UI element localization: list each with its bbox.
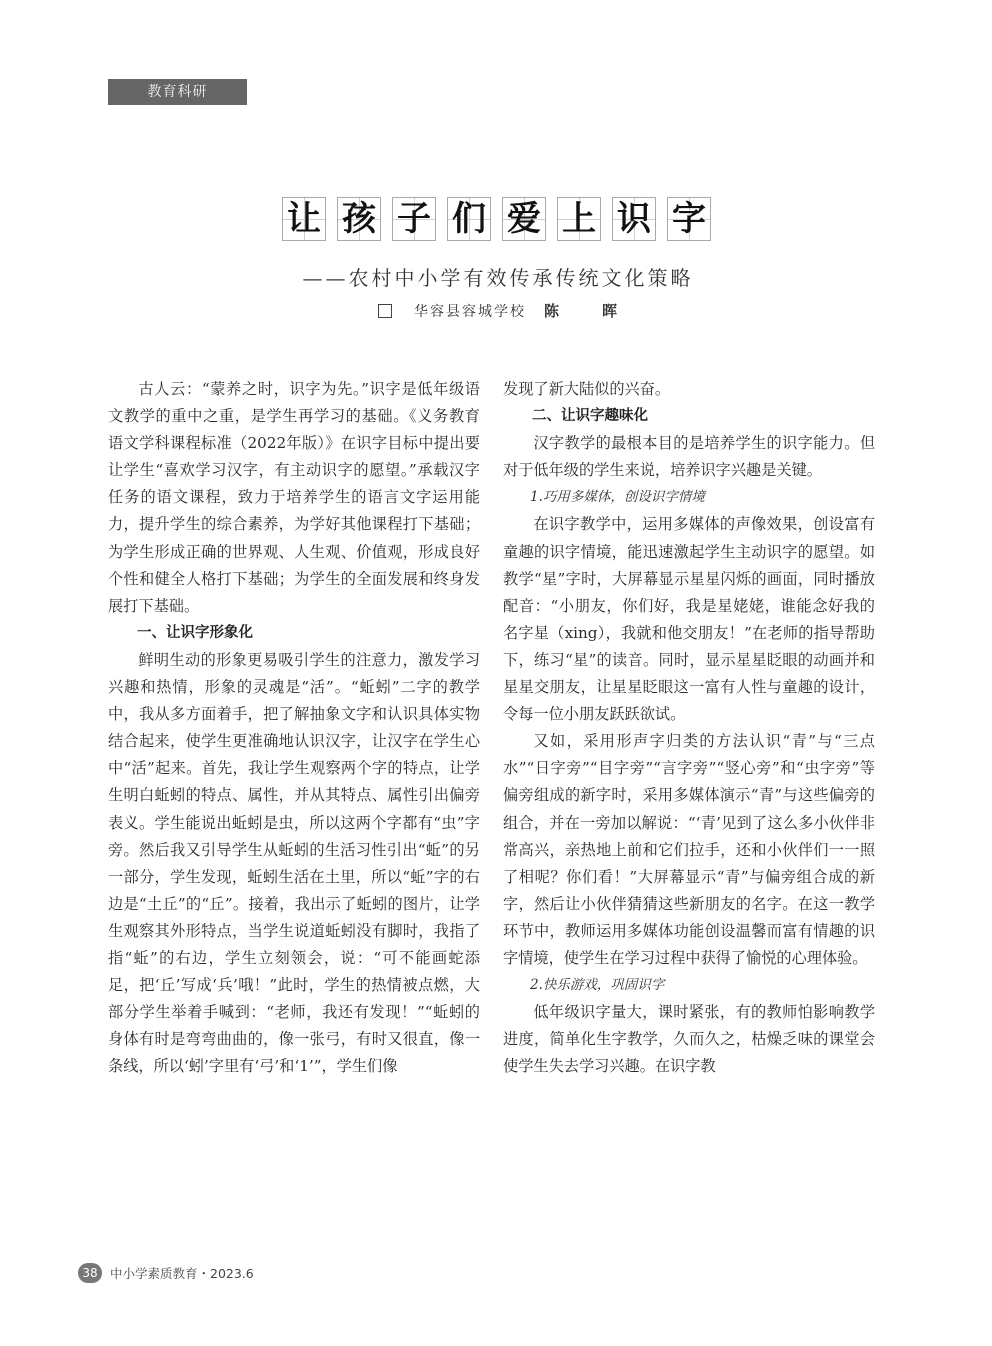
title-char: 让 bbox=[287, 199, 321, 239]
section-2-paragraph: 汉字教学的最根本目的是培养学生的识字能力。但对于低年级的学生来说，培养识字兴趣是关键。 bbox=[503, 434, 875, 480]
section-1-paragraph: 鲜明生动的形象更易吸引学生的注意力，激发学习兴趣和热情，形象的灵魂是“活”。“蚯蚓”二字的教学中，我从多方面着手，把了解抽象文字和认识具体实物结合起来，使学生更准确地认识汉字，让汉字在学生心中“活”起来。首先，我让学生观察两个字的特点，让学生明白蚯蚓的特点、属性，并从其特点、属性引出偏旁表义。学生能说出蚯蚓是虫，所以这两个字都有“虫”字旁。然后我又引导学生从蚯蚓的生活习性引出“蚯”的另一部分，学生发现，蚯蚓生活在土里，所以“蚯”字的右边是“土丘”的“丘”。接着，我出示了蚯蚓的图片，让学生观察其外形特点，当学生说道蚯蚓没有脚时，我指了指“蚯”的右边，学生立刻领会，说：“可不能画蛇添足，把‘丘’写成‘兵’哦！”此时，学生的热情被点燃，大部分学生举着手喊到：“老师，我还有发现！”“蚯蚓的身体有时是弯弯曲曲的，像一张弓，有时又很直，像一条线，所以‘蚓’字里有‘弓’和‘1’”，学生们像 bbox=[108, 650, 480, 1076]
intro-paragraph: 古人云：“蒙养之时，识字为先。”识字是低年级语文教学的重中之重，是学生再学习的基础。《义务教育语文学科课程标准（2022年版）》在识字目标中提出要让学生“喜欢学习汉字，有主动识字的愿望。”承载汉字任务的语文课程，致力于培养学生的语言文字运用能力，提升学生的综合素养，为学好其他课程打下基础；为学生形成正确的世界观、人生观、价值观，形成良好个性和健全人格打下基础；为学生的全面发展和终身发展打下基础。 bbox=[108, 380, 480, 615]
section-heading-2: 二、让识字趣味化 bbox=[532, 408, 648, 425]
subtitle-text: ——农村中小学有效传承传统文化策略 bbox=[302, 266, 694, 290]
author-school: 华容县容城学校 bbox=[414, 303, 526, 320]
subsection-heading-2: 2.快乐游戏，巩固识字 bbox=[530, 977, 665, 994]
article-subtitle bbox=[0, 262, 992, 291]
title-char: 孩 bbox=[342, 199, 376, 239]
byline bbox=[378, 300, 631, 321]
article-title bbox=[282, 197, 711, 241]
author-name: 陈 晖 bbox=[544, 302, 632, 320]
title-char-box bbox=[282, 197, 326, 241]
title-char-box bbox=[667, 197, 711, 241]
subsection-heading-1: 1.巧用多媒体，创设识字情境 bbox=[530, 489, 705, 506]
subsection-2-paragraph: 低年级识字量大，课时紧张，有的教师怕影响教学进度，简单化生字教学，久而久之，枯燥乏味的课堂会使学生失去学习兴趣。在识字教 bbox=[503, 1003, 875, 1076]
page-footer bbox=[78, 1263, 254, 1283]
square-icon bbox=[378, 304, 392, 318]
section-tag: 教育科研 bbox=[108, 79, 247, 105]
right-column bbox=[503, 376, 875, 1080]
subsection-1-paragraph-1: 在识字教学中，运用多媒体的声像效果，创设富有童趣的识字情境，能迅速激起学生主动识字的愿望。如教学“星”字时，大屏幕显示星星闪烁的画面，同时播放配音：“小朋友，你们好，我是星姥姥，谁能念好我的名字星（xing），我就和他交朋友！”在老师的指导帮助下，练习“星”的读音。同时，显示星星眨眼的动画并和星星交朋友，让星星眨眼这一富有人性与童趣的设计，令每一位小朋友跃跃欲试。 bbox=[503, 515, 875, 724]
page-number: 38 bbox=[78, 1263, 102, 1283]
title-char: 字 bbox=[672, 199, 706, 239]
title-char-box bbox=[502, 197, 546, 241]
continuation-paragraph: 发现了新大陆似的兴奋。 bbox=[503, 380, 671, 398]
title-char-box bbox=[392, 197, 436, 241]
title-char-box bbox=[557, 197, 601, 241]
subsection-1-paragraph-2: 又如，采用形声字归类的方法认识“青”与“三点水”“日字旁”“目字旁”“言字旁”“竖心旁”和“虫字旁”等偏旁组成的新字时，采用多媒体演示“青”与这些偏旁的组合，并在一旁加以解说：“‘青’见到了这么多小伙伴非常高兴，亲热地上前和它们拉手，还和小伙伴们一一照了相呢？你们看！”大屏幕显示“青”与偏旁组合成的新字，然后让小伙伴猜猜这些新朋友的名字。在这一教学环节中，教师运用多媒体功能创设温馨而富有情趣的识字情境，使学生在学习过程中获得了愉悦的心理体验。 bbox=[503, 732, 875, 967]
title-char: 识 bbox=[617, 199, 651, 239]
title-char-box bbox=[612, 197, 656, 241]
title-char: 子 bbox=[397, 199, 431, 239]
title-char: 上 bbox=[562, 199, 596, 239]
section-heading-1: 一、让识字形象化 bbox=[137, 624, 253, 641]
title-char: 们 bbox=[452, 199, 486, 239]
left-column bbox=[108, 376, 480, 1080]
title-char: 爱 bbox=[507, 199, 541, 239]
title-char-box bbox=[337, 197, 381, 241]
title-char-box bbox=[447, 197, 491, 241]
journal-name: 中小学素质教育・2023.6 bbox=[110, 1266, 254, 1281]
